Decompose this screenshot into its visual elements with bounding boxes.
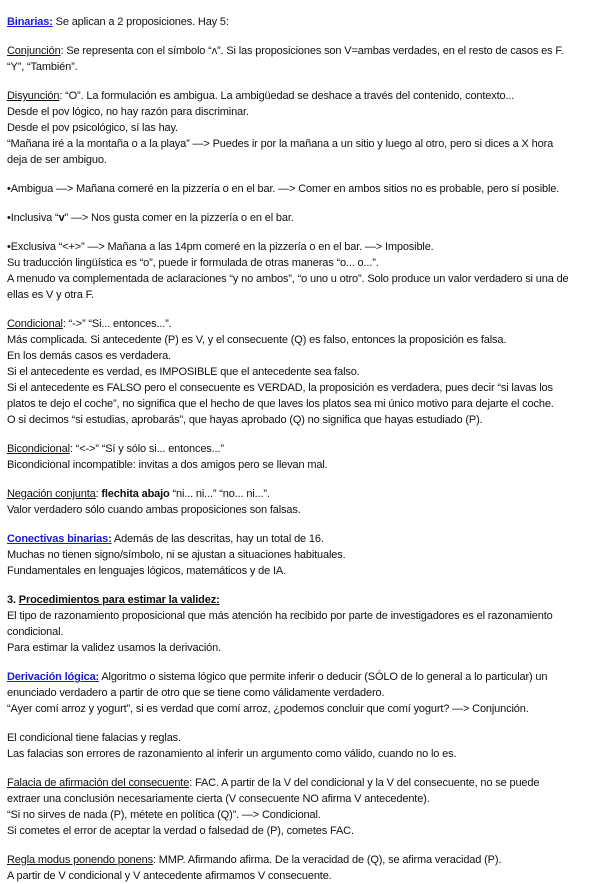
text-line (7, 364, 592, 380)
text-line (7, 868, 592, 884)
text-line (7, 685, 592, 701)
paragraph (7, 14, 592, 30)
term-heading: Disyunción (7, 90, 60, 102)
paragraph (7, 486, 592, 518)
text-span: El condicional tiene falacias y reglas. (7, 732, 181, 744)
text-span: Desde el pov lógico, no hay razón para discriminar. (7, 106, 249, 118)
paragraph (7, 441, 592, 473)
paragraph (7, 210, 592, 226)
term-heading: Conjunción (7, 45, 61, 57)
text-line (7, 104, 592, 120)
paragraph (7, 316, 592, 428)
text-span: platos te dejo el coche”, no significa que el hecho de que laves los platos sea mi único motivo para dejarte el coche. (7, 398, 554, 410)
text-span: •Exclusiva “<+>” —> Mañana a las 14pm comeré en la pizzería o en el bar. —> Imposible. (7, 241, 434, 253)
text-line (7, 14, 592, 30)
text-span: Valor verdadero sólo cuando ambas proposiciones son falsas. (7, 504, 301, 516)
text-line (7, 624, 592, 640)
text-span: Si el antecedente es verdad, es IMPOSIBLE que el antecedente sea falso. (7, 366, 360, 378)
text-line (7, 441, 592, 457)
text-line (7, 730, 592, 746)
text-span: Si cometes el error de aceptar la verdad o falsedad de (P), cometes FAC. (7, 825, 354, 837)
term-heading: Regla modus ponendo ponens (7, 854, 153, 866)
text-span: Además de las descritas, hay un total de 16. (111, 533, 324, 545)
paragraph (7, 181, 592, 197)
text-line (7, 563, 592, 579)
text-span: Se aplican a 2 proposiciones. Hay 5: (52, 16, 229, 28)
text-span: Fundamentales en lenguajes lógicos, matemáticos y de IA. (7, 565, 286, 577)
text-line (7, 823, 592, 839)
term-heading: Bicondicional (7, 443, 70, 455)
paragraph (7, 43, 592, 75)
text-line (7, 88, 592, 104)
text-line (7, 592, 592, 608)
paragraph (7, 88, 592, 168)
text-line (7, 332, 592, 348)
text-line (7, 531, 592, 547)
text-line (7, 210, 592, 226)
term-heading: Procedimientos para estimar la validez: (18, 594, 220, 606)
text-span: •Ambigua —> Mañana comeré en la pizzería o en el bar. —> Comer en ambos sitios no es probable, pero sí posible. (7, 183, 560, 195)
text-span: : “<->” “Sí y sólo si... entonces...” (69, 443, 224, 455)
section-link[interactable]: Conectivas binarias: (7, 533, 112, 545)
term-heading: Falacia de afirmación del consecuente (7, 777, 190, 789)
text-span: Su traducción lingüística es “o”, puede ir formulada de otras maneras “o... o...”. (7, 257, 379, 269)
text-line (7, 316, 592, 332)
paragraph (7, 592, 592, 656)
text-line (7, 669, 592, 685)
text-line (7, 807, 592, 823)
text-line (7, 746, 592, 762)
text-span: O si decimos “si estudias, aprobarás”, que hayas aprobado (Q) no significa que hayas estudiado (P). (7, 414, 483, 426)
text-span: 3. (7, 594, 19, 606)
text-span: Muchas no tienen signo/símbolo, ni se ajustan a situaciones habituales. (7, 549, 346, 561)
text-line (7, 271, 592, 287)
text-span: deja de ser ambiguo. (7, 154, 107, 166)
text-span: extraer una conclusión necesariamente cierta (V consecuente NO afirma V antecedente). (7, 793, 430, 805)
text-line (7, 181, 592, 197)
text-line (7, 287, 592, 303)
text-line (7, 640, 592, 656)
text-span: v (58, 212, 65, 224)
text-line (7, 486, 592, 502)
text-span: Las falacias son errores de razonamiento al inferir un argumento como válido, cuando no lo es. (7, 748, 457, 760)
text-line (7, 852, 592, 868)
text-span: : Se representa con el símbolo “ᴧ”. Si las proposiciones son V=ambas verdades, en el resto de casos es F. (60, 45, 564, 57)
paragraph (7, 239, 592, 303)
text-span: : “->” “Si... entonces...”. (62, 318, 172, 330)
text-line (7, 136, 592, 152)
text-line (7, 457, 592, 473)
text-span: : FAC. A partir de la V del condicional y la V del consecuente, no se puede (189, 777, 540, 789)
text-line (7, 120, 592, 136)
text-span: “Y”, “También”. (7, 61, 78, 73)
text-line (7, 502, 592, 518)
text-span: Desde el pov psicológico, sí las hay. (7, 122, 178, 134)
text-span: “Ayer comí arroz y yogurt”, si es verdad que comí arroz, ¿podemos concluir que comí yogurt? —> Conjunción. (7, 703, 529, 715)
text-line (7, 608, 592, 624)
text-span: ” —> Nos gusta comer en la pizzería o en el bar. (64, 212, 294, 224)
text-span: Bicondicional incompatible: invitas a dos amigos pero se llevan mal. (7, 459, 328, 471)
text-line (7, 701, 592, 717)
text-span: “Mañana iré a la montaña o a la playa” —> Puedes ir por la mañana a un sitio y luego al otro, pero si dices a X hora (7, 138, 554, 150)
text-span: Para estimar la validez usamos la derivación. (7, 642, 221, 654)
text-span: flechita abajo (101, 488, 170, 500)
text-span: : (95, 488, 102, 500)
text-line (7, 775, 592, 791)
text-span: Algoritmo o sistema lógico que permite inferir o deducir (SÓLO de lo general a lo particular) un (99, 671, 548, 683)
text-line (7, 412, 592, 428)
text-span: A partir de V condicional y V antecedente afirmamos V consecuente. (7, 870, 332, 882)
section-link[interactable]: Binarias: (7, 16, 53, 28)
text-span: En los demás casos es verdadera. (7, 350, 171, 362)
text-span: “ni... ni...” “no... ni...”. (169, 488, 270, 500)
text-span: “Si no sirves de nada (P), métete en política (Q)”. —> Condicional. (7, 809, 321, 821)
term-heading: Negación conjunta (7, 488, 96, 500)
text-span: A menudo va complementada de aclaraciones “y no ambos”, “o uno u otro”. Solo produce un valor verdadero si una de (7, 273, 569, 285)
text-line (7, 547, 592, 563)
text-span: condicional. (7, 626, 64, 638)
text-span: ellas es V y otra F. (7, 289, 94, 301)
term-heading: Condicional (7, 318, 63, 330)
text-span: Si el antecedente es FALSO pero el consecuente es VERDAD, la proposición es verdadera, pues decir “si lavas los (7, 382, 553, 394)
paragraph (7, 730, 592, 762)
section-link[interactable]: Derivación lógica: (7, 671, 100, 683)
text-line (7, 396, 592, 412)
paragraph (7, 852, 592, 884)
text-line (7, 380, 592, 396)
text-line (7, 239, 592, 255)
text-line (7, 43, 592, 59)
text-span: •Inclusiva “ (7, 212, 59, 224)
text-line (7, 59, 592, 75)
text-span: Más complicada. Si antecedente (P) es V, y el consecuente (Q) es falso, entonces la proposición es falsa. (7, 334, 507, 346)
text-span: enunciado verdadero a partir de otro que se tiene como válidamente verdadero. (7, 687, 385, 699)
text-line (7, 255, 592, 271)
text-span: : MMP. Afirmando afirma. De la veracidad de (Q), se afirma veracidad (P). (152, 854, 502, 866)
text-line (7, 791, 592, 807)
text-line (7, 152, 592, 168)
paragraph (7, 669, 592, 717)
text-span: El tipo de razonamiento proposicional que más atención ha recibido por parte de investigadores es el razonamiento (7, 610, 553, 622)
paragraph (7, 775, 592, 839)
paragraph (7, 531, 592, 579)
text-span: : “O”. La formulación es ambigua. La ambigüedad se deshace a través del contenido, contexto... (59, 90, 515, 102)
text-line (7, 348, 592, 364)
